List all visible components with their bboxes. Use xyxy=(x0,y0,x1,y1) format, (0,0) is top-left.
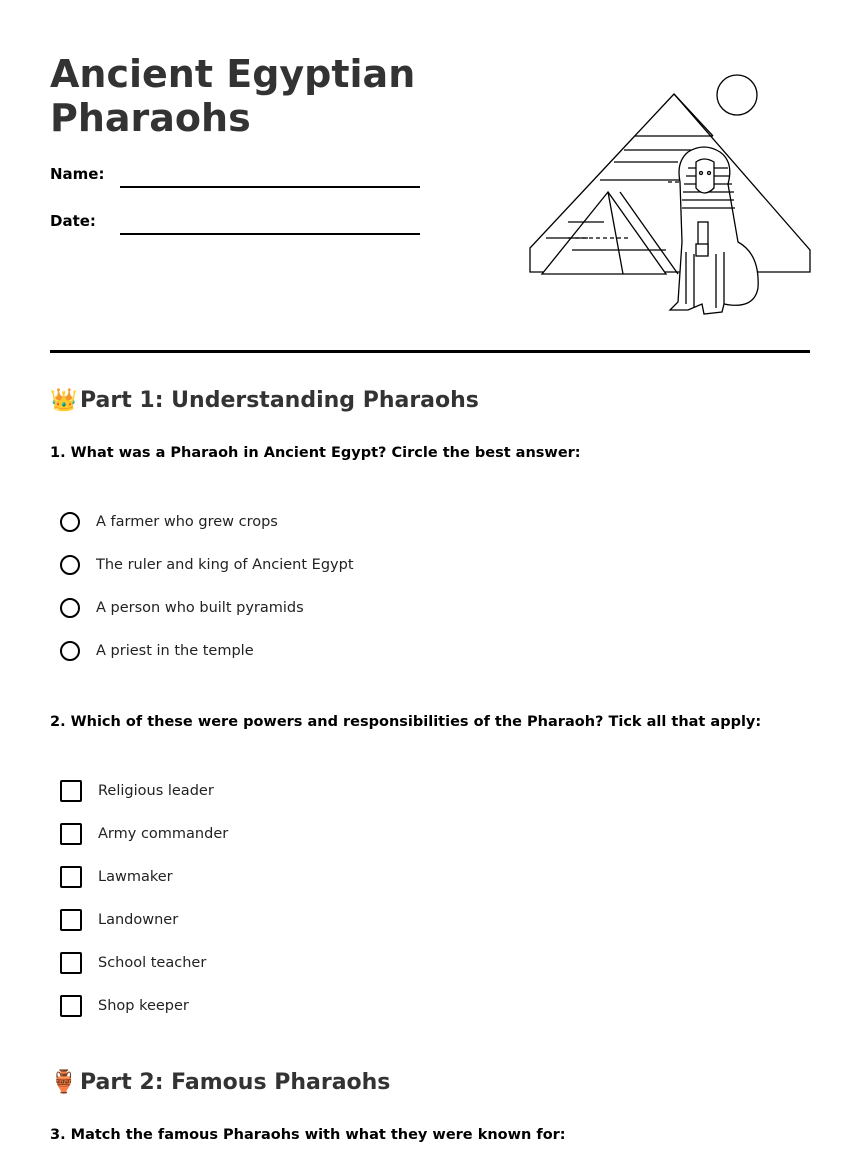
option-label: Religious leader xyxy=(98,783,214,799)
title-line-2: Pharaohs xyxy=(50,96,251,140)
q2-option-5[interactable] xyxy=(60,951,206,975)
option-label: Army commander xyxy=(98,826,229,842)
radio-circle-icon[interactable] xyxy=(60,598,80,618)
option-label: School teacher xyxy=(98,955,207,971)
checkbox-icon[interactable] xyxy=(60,866,82,888)
question-3: 3. Match the famous Pharaohs with what they were known for: xyxy=(50,1127,566,1143)
option-label: A person who built pyramids xyxy=(96,600,304,616)
part1-heading-text: Part 1: Understanding Pharaohs xyxy=(80,388,479,413)
title-line-1: Ancient Egyptian xyxy=(50,52,416,96)
question-1: 1. What was a Pharaoh in Ancient Egypt? Circle the best answer: xyxy=(50,445,581,461)
part2-heading xyxy=(50,1070,390,1095)
amphora-icon: 🏺 xyxy=(50,1070,78,1095)
option-label: Shop keeper xyxy=(98,998,189,1014)
q2-option-3[interactable] xyxy=(60,865,173,889)
checkbox-icon[interactable] xyxy=(60,823,82,845)
option-label: A farmer who grew crops xyxy=(96,514,278,530)
checkbox-icon[interactable] xyxy=(60,909,82,931)
date-field[interactable] xyxy=(120,233,420,235)
crown-icon: 👑 xyxy=(50,388,78,413)
option-label: A priest in the temple xyxy=(96,643,254,659)
header-divider xyxy=(50,350,810,353)
date-label: Date: xyxy=(50,212,96,230)
name-label: Name: xyxy=(50,165,105,183)
name-field[interactable] xyxy=(120,186,420,188)
sun-icon xyxy=(717,75,757,115)
q2-option-2[interactable] xyxy=(60,822,228,846)
pyramid-sphinx-icon xyxy=(528,72,812,320)
q1-option-2[interactable] xyxy=(60,553,354,577)
part1-heading xyxy=(50,388,479,413)
worksheet-title xyxy=(50,52,490,140)
q2-option-1[interactable] xyxy=(60,779,214,803)
q2-option-6[interactable] xyxy=(60,994,189,1018)
checkbox-icon[interactable] xyxy=(60,952,82,974)
option-label: The ruler and king of Ancient Egypt xyxy=(96,557,354,573)
checkbox-icon[interactable] xyxy=(60,995,82,1017)
radio-circle-icon[interactable] xyxy=(60,641,80,661)
q1-option-4[interactable] xyxy=(60,639,254,663)
radio-circle-icon[interactable] xyxy=(60,512,80,532)
radio-circle-icon[interactable] xyxy=(60,555,80,575)
part2-heading-text: Part 2: Famous Pharaohs xyxy=(80,1070,391,1095)
option-label: Landowner xyxy=(98,912,179,928)
q2-option-4[interactable] xyxy=(60,908,178,932)
option-label: Lawmaker xyxy=(98,869,173,885)
q1-option-3[interactable] xyxy=(60,596,304,620)
q1-option-1[interactable] xyxy=(60,510,278,534)
question-2: 2. Which of these were powers and responsibilities of the Pharaoh? Tick all that apply: xyxy=(50,714,762,730)
checkbox-icon[interactable] xyxy=(60,780,82,802)
